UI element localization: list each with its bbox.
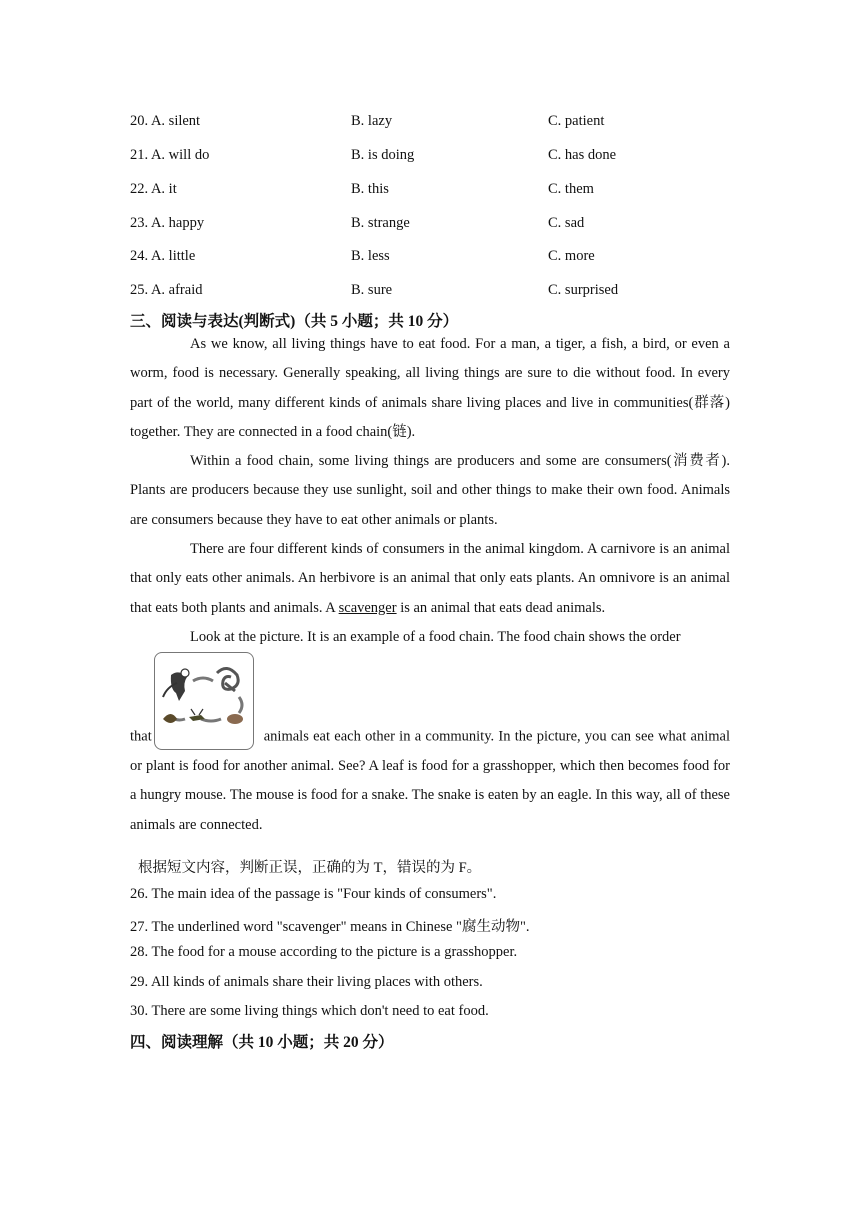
option-a: 25. A. afraid: [130, 282, 203, 298]
option-c: C. more: [548, 248, 595, 264]
scavenger-underlined-word: scavenger: [338, 599, 397, 616]
option-row-21: [130, 147, 730, 167]
paragraph-3-text-end: is an animal that eats dead animals.: [396, 599, 606, 616]
paragraph-4-that: that: [130, 728, 152, 745]
section-3-heading: 三、阅读与表达(判断式)（共 5 小题；共 10 分）: [130, 313, 459, 330]
paragraph-4-text: animals eat each other in a community. In the picture, you can see what animal or plant is food for another animal. See? A leaf is food for a grasshopper, which then becomes food for a hungry mouse. The mouse is food for a snake. The snake is eaten by an eagle. In this way, all of these animals are connected.: [130, 728, 730, 833]
passage-paragraph-2: Within a food chain, some living things are producers and some are consumers(消费者). Plants are producers because they use sunlight, soil and other things to make their own food. Animals are consumers because they have to eat other animals or plants.: [130, 453, 730, 528]
option-b: B. this: [351, 181, 389, 197]
option-row-23: [130, 215, 730, 235]
option-b: B. lazy: [351, 113, 393, 129]
option-c: C. them: [548, 181, 594, 197]
passage-paragraph-4-line-1: Look at the picture. It is an example of a food chain. The food chain shows the order: [190, 629, 681, 645]
option-a: 20. A. silent: [130, 113, 201, 129]
option-b: B. is doing: [351, 147, 415, 163]
option-c: C. patient: [548, 113, 605, 129]
option-row-25: [130, 282, 730, 302]
question-29: 29. All kinds of animals share their living places with others.: [130, 974, 483, 990]
option-row-24: [130, 248, 730, 268]
food-chain-picture: [154, 652, 254, 750]
passage-paragraph-3: [130, 535, 730, 623]
option-c: C. sad: [548, 215, 585, 231]
food-chain-illustration-icon: [155, 653, 253, 749]
section-4-heading: 四、阅读理解（共 10 小题；共 20 分）: [130, 1034, 394, 1051]
option-a: 24. A. little: [130, 248, 196, 264]
question-30: 30. There are some living things which don't need to eat food.: [130, 1003, 489, 1019]
option-b: B. strange: [351, 215, 410, 231]
passage-paragraph-1: As we know, all living things have to eat food. For a man, a tiger, a fish, a bird, or even a worm, food is necessary. Generally speaking, all living things are sure to die without food. In every part of the world, many different kinds of animals share living places and live in communities(群落) together. They are connected in a food chain(链).: [130, 336, 730, 440]
option-b: B. less: [351, 248, 390, 264]
option-row-22: [130, 181, 730, 201]
paragraph-3-text: There are four different kinds of consumers in the animal kingdom. A carnivore is an animal that only eats other animals. An herbivore is an animal that only eats plants. An omnivore is an animal that eats both plants and animals. A: [130, 541, 730, 616]
option-a: 23. A. happy: [130, 215, 205, 231]
option-c: C. surprised: [548, 282, 619, 298]
option-c: C. has done: [548, 147, 617, 163]
judgement-instruction: 根据短文内容，判断正误，正确的为 T，错误的为 F。: [138, 860, 482, 876]
option-row-20: [130, 113, 730, 133]
passage-paragraph-4: [130, 652, 730, 840]
option-b: B. sure: [351, 282, 393, 298]
question-27: 27. The underlined word "scavenger" means in Chinese "腐生动物".: [130, 919, 530, 935]
question-26: 26. The main idea of the passage is "Four kinds of consumers".: [130, 886, 497, 902]
option-a: 22. A. it: [130, 181, 177, 197]
option-a: 21. A. will do: [130, 147, 210, 163]
question-28: 28. The food for a mouse according to the picture is a grasshopper.: [130, 944, 518, 960]
